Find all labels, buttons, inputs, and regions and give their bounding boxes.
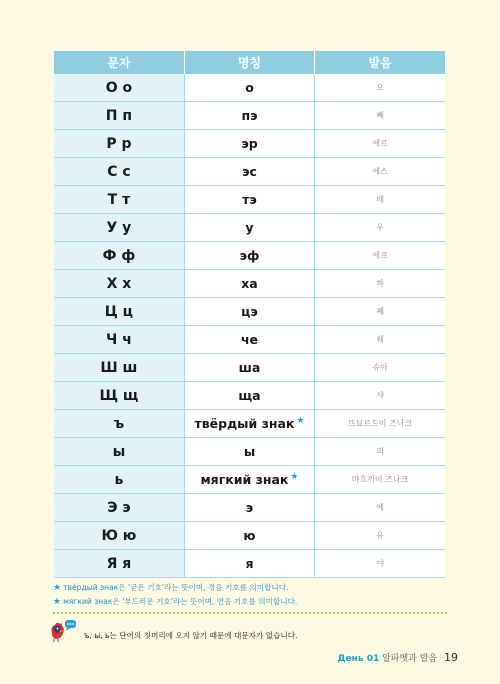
name-cell-text: тэ — [242, 192, 257, 207]
letter-cell — [54, 270, 184, 298]
letter-cell — [54, 130, 184, 158]
footnote — [53, 596, 453, 610]
letter-cell — [54, 550, 184, 578]
pronunciation-cell-text: 야 — [376, 559, 384, 568]
day-label: День 01 — [337, 654, 380, 664]
letter-cell — [54, 74, 184, 102]
footnote-text: мягкий знак은 '부드러운 기호'라는 뜻이며, 연음 기호를 의미합니다. — [63, 597, 298, 606]
name-cell — [184, 326, 314, 354]
name-cell-text: цэ — [241, 304, 258, 319]
table-row — [54, 102, 445, 130]
name-cell-text: я — [245, 556, 254, 571]
letter-cell — [54, 214, 184, 242]
page-number: 19 — [444, 651, 458, 664]
dotted-divider — [53, 612, 447, 614]
tip-text: ъ, ы, ь는 단어의 첫머리에 오지 않기 때문에 대문자가 없습니다. — [84, 631, 298, 640]
footnotes — [53, 582, 453, 610]
letter-cell-text: У у — [106, 219, 132, 236]
table-row — [54, 410, 445, 438]
pronunciation-cell — [315, 494, 445, 522]
letter-cell-text: ь — [114, 471, 124, 488]
name-cell — [184, 186, 314, 214]
name-cell — [184, 298, 314, 326]
name-cell-text: мягкий знак — [200, 472, 289, 487]
table-row — [54, 298, 445, 326]
letter-cell — [54, 494, 184, 522]
star-icon: ★ — [53, 597, 62, 607]
header-name: 명칭 — [184, 51, 314, 74]
pronunciation-cell-text: 에프 — [372, 251, 388, 260]
pronunciation-cell-text: 의 — [376, 447, 384, 456]
name-cell-text: твёрдый знак — [194, 416, 295, 431]
name-cell — [184, 550, 314, 578]
header-letter: 문자 — [54, 51, 184, 74]
pronunciation-cell — [315, 158, 445, 186]
star-icon: ★ — [296, 416, 305, 426]
pronunciation-cell-text: 샤 — [376, 391, 384, 400]
name-cell-text: ша — [238, 360, 261, 375]
name-cell — [184, 214, 314, 242]
letter-cell — [54, 158, 184, 186]
name-cell-text: о — [245, 80, 254, 95]
letter-cell-text: Ю ю — [101, 527, 137, 544]
letter-cell — [54, 354, 184, 382]
letter-cell-text: ъ — [113, 415, 125, 432]
pronunciation-cell — [315, 354, 445, 382]
name-cell-text: ща — [238, 388, 261, 403]
letter-cell — [54, 242, 184, 270]
pronunciation-cell-text: 췌 — [376, 335, 384, 344]
name-cell-text: че — [240, 332, 259, 347]
name-cell-text: ха — [241, 276, 258, 291]
pronunciation-cell-text: 하 — [376, 279, 384, 288]
letter-cell-text: Р р — [106, 135, 132, 152]
name-cell-text: пэ — [241, 108, 258, 123]
letter-cell-text: Ф ф — [102, 247, 136, 264]
letter-cell-text: С с — [107, 163, 131, 180]
pronunciation-cell — [315, 270, 445, 298]
pronunciation-cell-text: 우 — [376, 223, 384, 232]
table-row — [54, 74, 445, 102]
pronunciation-cell — [315, 298, 445, 326]
pronunciation-cell — [315, 522, 445, 550]
pronunciation-cell — [315, 102, 445, 130]
letter-cell — [54, 466, 184, 494]
pronunciation-cell — [315, 438, 445, 466]
star-icon: ★ — [290, 472, 299, 482]
table-row — [54, 438, 445, 466]
pronunciation-cell — [315, 242, 445, 270]
pronunciation-cell-text: 에스 — [372, 167, 388, 176]
pronunciation-cell-text: 먀흐끼이 즈나크 — [351, 475, 409, 484]
name-cell — [184, 242, 314, 270]
name-cell — [184, 130, 314, 158]
pronunciation-cell — [315, 326, 445, 354]
name-cell — [184, 102, 314, 130]
name-cell — [184, 270, 314, 298]
pronunciation-cell-text: 뜨뵤르드이 즈나크 — [347, 419, 413, 428]
table-row — [54, 466, 445, 494]
table-header-row — [54, 51, 445, 74]
table-row — [54, 522, 445, 550]
pronunciation-cell — [315, 214, 445, 242]
table-row — [54, 382, 445, 410]
table-row — [54, 354, 445, 382]
letter-cell-text: Т т — [107, 191, 131, 208]
pronunciation-cell — [315, 74, 445, 102]
header-pronunciation: 발음 — [315, 51, 445, 74]
letter-cell-text: Ч ч — [106, 331, 132, 348]
name-cell — [184, 438, 314, 466]
table-row — [54, 494, 445, 522]
letter-cell-text: Я я — [106, 555, 132, 572]
table-row — [54, 158, 445, 186]
letter-cell — [54, 186, 184, 214]
name-cell — [184, 74, 314, 102]
rooster-mascot-icon — [47, 619, 77, 643]
pronunciation-cell-text: 에 — [376, 503, 384, 512]
name-cell-text: э — [245, 500, 254, 515]
letter-cell-text: О о — [105, 79, 133, 96]
pronunciation-cell-text: 쩨 — [376, 307, 384, 316]
star-icon: ★ — [53, 583, 62, 593]
chapter-title: 알파벳과 발음 — [382, 654, 438, 664]
letter-cell-text: Э э — [107, 499, 131, 516]
letter-cell — [54, 410, 184, 438]
alphabet-table — [54, 51, 445, 578]
name-cell-text: эф — [239, 248, 260, 263]
name-cell — [184, 522, 314, 550]
table-row — [54, 214, 445, 242]
name-cell — [184, 382, 314, 410]
name-cell — [184, 354, 314, 382]
pronunciation-cell-text: 오 — [376, 83, 384, 92]
pronunciation-cell — [315, 186, 445, 214]
letter-cell — [54, 522, 184, 550]
name-cell — [184, 410, 314, 438]
letter-cell-text: Ц ц — [104, 303, 134, 320]
table-row — [54, 270, 445, 298]
letter-cell-text: Ш ш — [100, 359, 138, 376]
pronunciation-cell-text: 유 — [376, 531, 384, 540]
footnote-text: твёрдый знак은 '굳은 기호'라는 뜻이며, 경음 기호를 의미합니다. — [63, 583, 289, 592]
letter-cell-text: Х х — [106, 275, 132, 292]
pronunciation-cell-text: 에르 — [372, 139, 388, 148]
table-row — [54, 550, 445, 578]
letter-cell — [54, 298, 184, 326]
name-cell — [184, 158, 314, 186]
pronunciation-cell — [315, 550, 445, 578]
pronunciation-cell — [315, 130, 445, 158]
pronunciation-cell-text: 슈아 — [372, 363, 388, 372]
pronunciation-cell-text: 뻬 — [376, 111, 384, 120]
name-cell-text: ы — [243, 444, 256, 459]
pronunciation-cell — [315, 466, 445, 494]
name-cell — [184, 466, 314, 494]
name-cell-text: ю — [243, 528, 256, 543]
name-cell-text: эр — [241, 136, 258, 151]
pronunciation-cell — [315, 410, 445, 438]
letter-cell-text: Щ щ — [99, 387, 139, 404]
letter-cell-text: ы — [112, 443, 126, 460]
name-cell — [184, 494, 314, 522]
letter-cell — [54, 382, 184, 410]
name-cell-text: эс — [242, 164, 257, 179]
letter-cell — [54, 102, 184, 130]
table-row — [54, 186, 445, 214]
table-row — [54, 130, 445, 158]
table-row — [54, 326, 445, 354]
speech-bubble-icon — [65, 620, 76, 631]
table-row — [54, 242, 445, 270]
letter-cell-text: П п — [105, 107, 133, 124]
pronunciation-cell — [315, 382, 445, 410]
letter-cell — [54, 326, 184, 354]
footnote — [53, 582, 453, 596]
name-cell-text: у — [245, 220, 254, 235]
page-footer — [338, 651, 458, 664]
pronunciation-cell-text: 떼 — [376, 195, 384, 204]
letter-cell — [54, 438, 184, 466]
